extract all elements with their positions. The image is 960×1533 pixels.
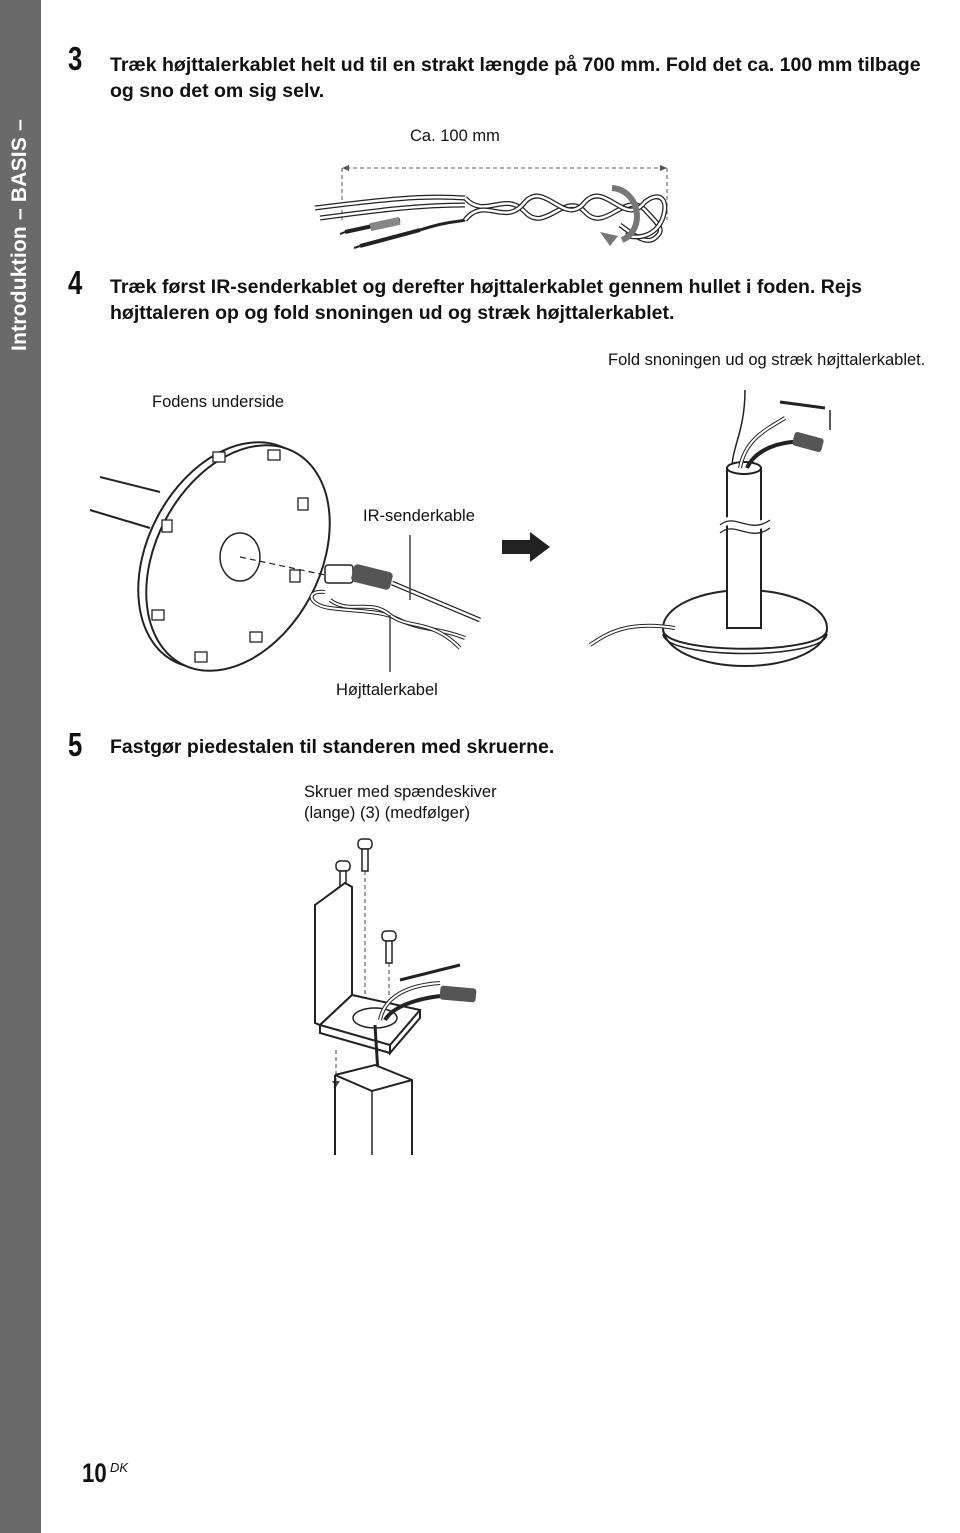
unfold-caption: Fold snoningen ud og stræk højttalerkablet.	[608, 351, 926, 369]
ir-cable-caption: IR-senderkable	[363, 507, 475, 525]
page-number-suffix: DK	[110, 1460, 129, 1475]
step-4-line-1: Træk først IR-senderkablet og derefter højttalerkablet gennem hullet i foden. Rejs	[110, 276, 862, 298]
step-4-line-2: højttaleren op og fold snoningen ud og stræk højttalerkablet.	[110, 302, 675, 324]
step-4-text	[110, 274, 960, 326]
step-5-number: 5	[68, 726, 83, 763]
page-number: 10	[82, 1458, 107, 1488]
twist-length-caption: Ca. 100 mm	[410, 127, 500, 145]
step-3-number: 3	[68, 40, 83, 77]
right-arrow-icon	[502, 532, 552, 562]
section-side-label: Introduktion – BASIS –	[8, 119, 31, 351]
bracket-assembly-illustration	[300, 835, 520, 1165]
screws-caption-line-2: (lange) (3) (medfølger)	[304, 804, 470, 822]
base-underside-caption: Fodens underside	[152, 393, 285, 411]
step-5-text	[110, 734, 960, 760]
screws-caption-line-1: Skruer med spændeskiver	[304, 783, 497, 801]
step-5-line-1: Fastgør piedestalen til standeren med skruerne.	[110, 736, 555, 758]
twisted-cable-illustration	[300, 150, 680, 260]
step-3-line-2: og sno det om sig selv.	[110, 80, 325, 102]
step-4-number: 4	[68, 264, 83, 301]
step-3-text	[110, 52, 960, 104]
speaker-cable-caption: Højttalerkabel	[336, 681, 438, 699]
base-underside-illustration	[80, 420, 500, 685]
section-side-tab	[0, 0, 41, 1533]
standing-speaker-illustration	[585, 380, 845, 675]
step-3-line-1: Træk højttalerkablet helt ud til en strakt længde på 700 mm. Fold det ca. 100 mm tilbage	[110, 54, 921, 76]
